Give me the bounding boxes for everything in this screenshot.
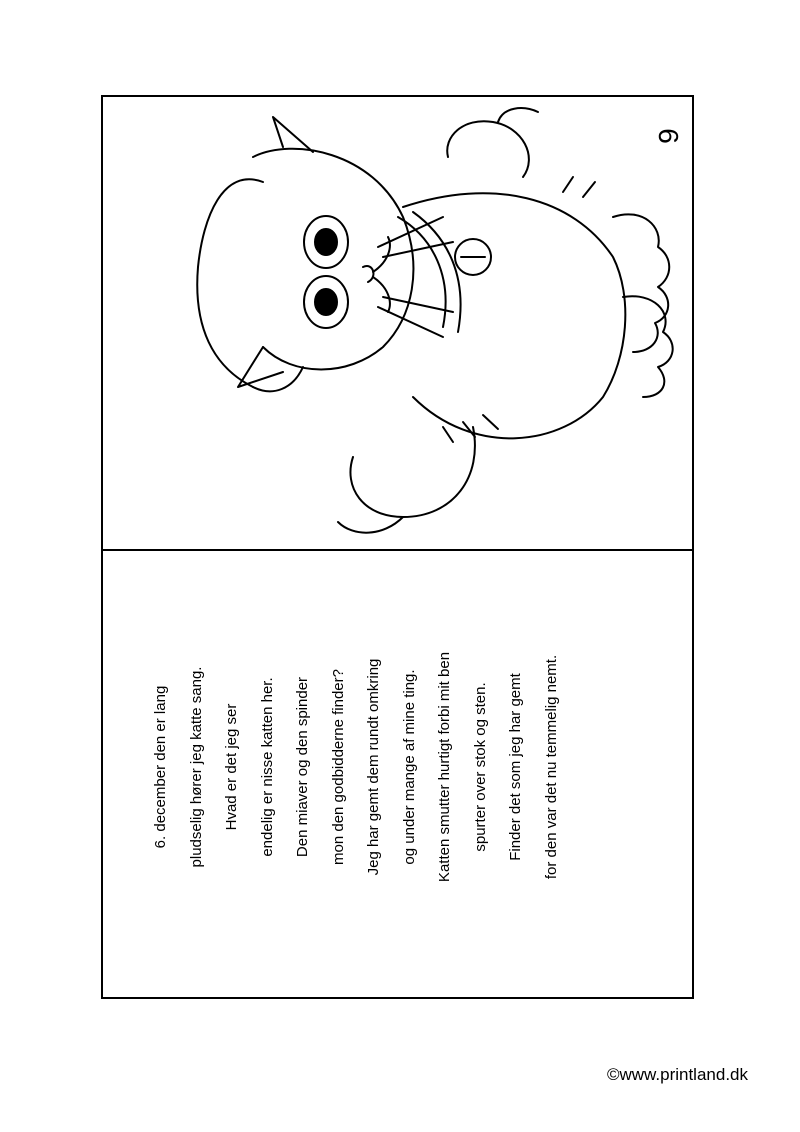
copyright-text: ©www.printland.dk: [606, 1065, 748, 1084]
verse-line: Jeg har gemt dem rundt omkring: [365, 658, 382, 876]
verse-line: og under mange af mine ting.: [400, 669, 418, 865]
verse-line: 6. december den er lang: [152, 685, 169, 849]
verse-line: Hvad er det jeg ser: [223, 703, 240, 831]
verse-line: mon den godbidderne finder?: [329, 669, 347, 865]
verse-line: Finder det som jeg har gemt: [507, 673, 524, 861]
verse-line: spurter over stok og sten.: [471, 682, 489, 852]
verse-lines: [143, 577, 623, 957]
verse-block: [143, 577, 560, 1077]
fold-divider: [103, 549, 692, 551]
verse-line: pludselig hører jeg katte sang.: [187, 666, 205, 868]
verse-line: Den miaver og den spinder: [294, 676, 311, 858]
verse-line: Katten smutter hurtigt forbi mit ben: [436, 651, 453, 883]
verse-line: endelig er nisse katten her.: [258, 677, 276, 857]
booklet-card: [101, 95, 694, 999]
cat-with-santa-hat-coloring-icon: [143, 97, 703, 549]
page-number: 6: [653, 128, 684, 144]
verse-line: for den var det nu temmelig nemt.: [542, 654, 560, 880]
